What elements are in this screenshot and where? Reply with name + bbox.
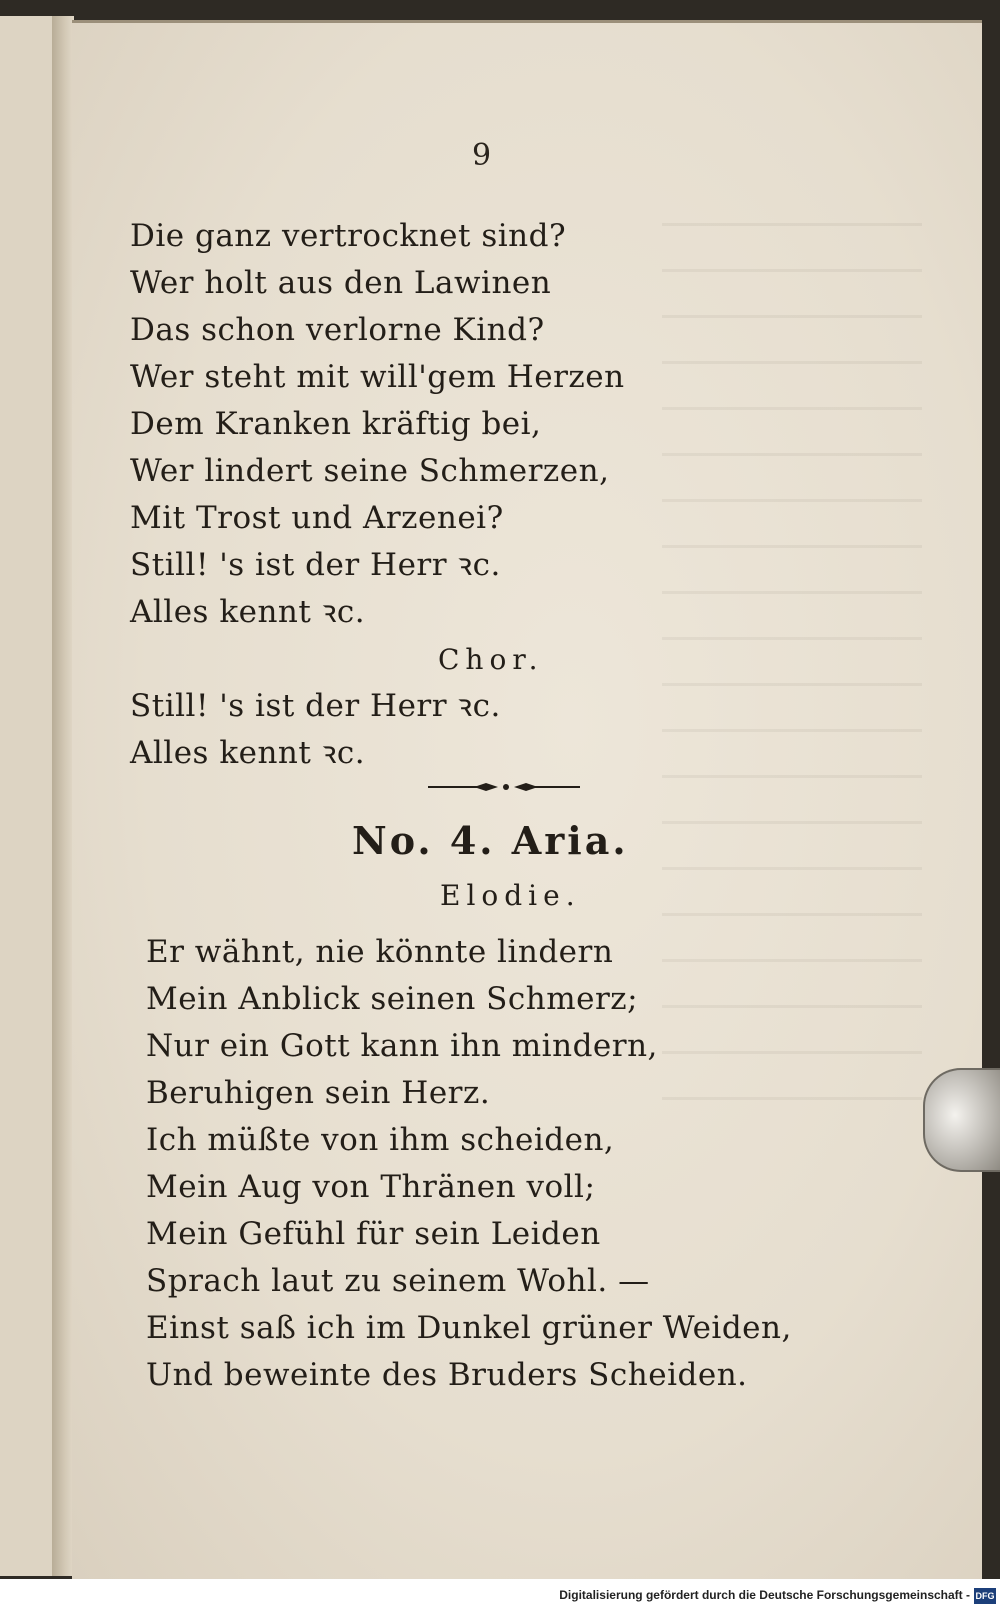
aria-block: [146, 929, 792, 1399]
aria-line: Nur ein Gott kann ihn mindern,: [146, 1028, 658, 1064]
chor-line: Still! 's ist der Herr ꝛc.: [130, 688, 501, 724]
book-page: [72, 20, 982, 1581]
aria-line: Und beweinte des Bruders Scheiden.: [146, 1357, 748, 1393]
verse-line: Wer lindert seine Schmerzen,: [130, 453, 610, 489]
section-divider-ornament: [424, 780, 584, 794]
aria-line: Mein Aug von Thränen voll;: [146, 1169, 596, 1205]
book-spine: [52, 16, 74, 1576]
verse-block: [130, 213, 730, 777]
verse-line: Wer holt aus den Lawinen: [130, 265, 552, 301]
aria-line: Er wähnt, nie könnte lindern: [146, 934, 614, 970]
aria-line: Beruhigen sein Herz.: [146, 1075, 491, 1111]
verse-line: Wer steht mit will'gem Herzen: [130, 359, 625, 395]
verse-line: Mit Trost und Arzenei?: [130, 500, 504, 536]
aria-speaker: Elodie.: [440, 879, 581, 912]
aria-heading: No. 4. Aria.: [352, 818, 629, 863]
aria-line: Mein Gefühl für sein Leiden: [146, 1216, 601, 1252]
page-number: 9: [472, 138, 492, 173]
verse-line: Alles kennt ꝛc.: [130, 594, 366, 630]
verse-line: Dem Kranken kräftig bei,: [130, 406, 542, 442]
aria-line: Ich müßte von ihm scheiden,: [146, 1122, 615, 1158]
dfg-logo-icon: DFG: [974, 1588, 996, 1604]
funding-credit: Digitalisierung gefördert durch die Deutsche Forschungsgemeinschaft -: [559, 1588, 970, 1602]
footer-bar: [0, 1579, 1000, 1609]
aria-line: Sprach laut zu seinem Wohl. —: [146, 1263, 650, 1299]
page-clip-icon: [923, 1068, 1000, 1172]
chor-label: Chor.: [438, 643, 544, 676]
left-page-edge: [0, 16, 58, 1576]
verse-line: Das schon verlorne Kind?: [130, 312, 545, 348]
verse-line: Die ganz vertrocknet sind?: [130, 218, 567, 254]
aria-line: Einst saß ich im Dunkel grüner Weiden,: [146, 1310, 792, 1346]
verse-line: Still! 's ist der Herr ꝛc.: [130, 547, 501, 583]
aria-line: Mein Anblick seinen Schmerz;: [146, 981, 639, 1017]
chor-line: Alles kennt ꝛc.: [130, 735, 366, 771]
